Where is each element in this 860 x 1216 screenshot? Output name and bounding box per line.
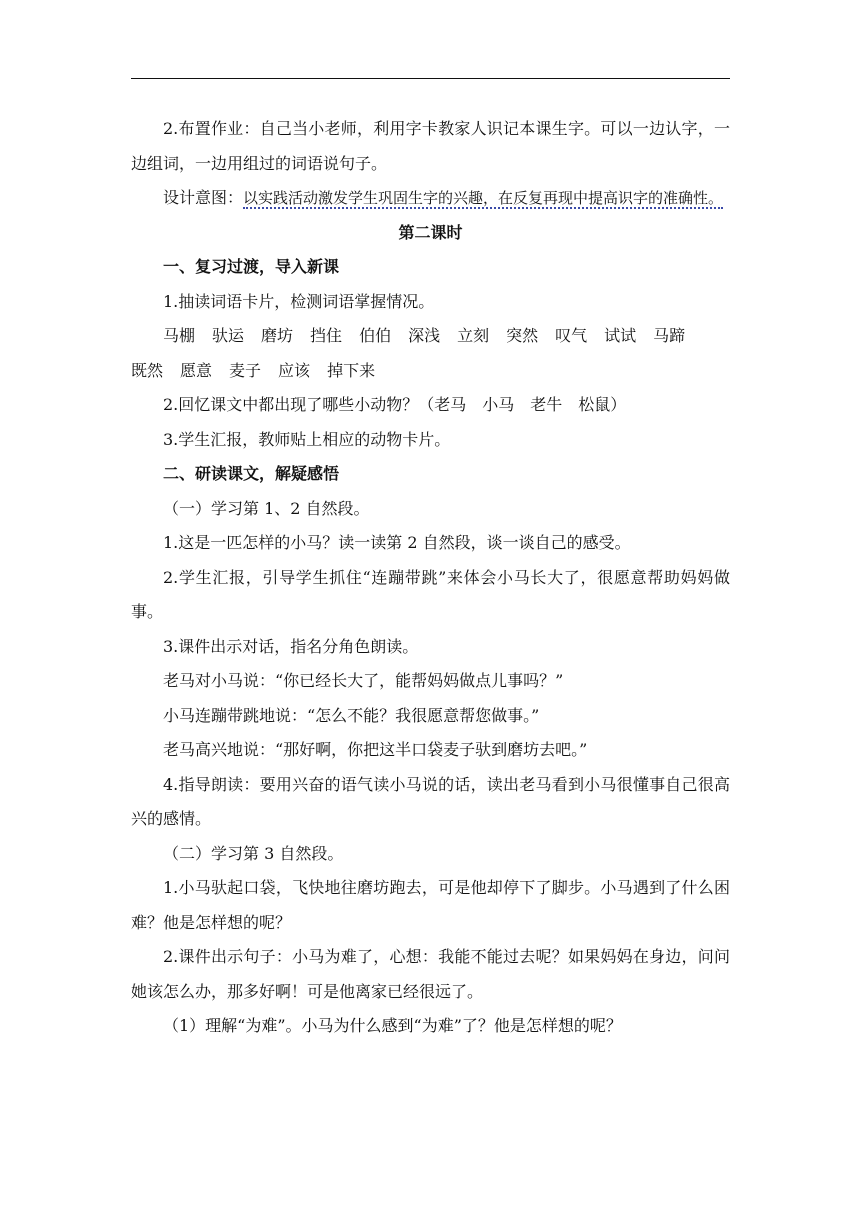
vocab-word: 磨坊 bbox=[261, 326, 294, 345]
vocab-word: 深浅 bbox=[408, 326, 441, 345]
design-intent-label: 设计意图： bbox=[163, 188, 244, 207]
lesson-title: 第二课时 bbox=[398, 222, 463, 242]
vocab-word: 愿意 bbox=[180, 360, 213, 380]
sub2-item-1: 1.小马驮起口袋，飞快地往磨坊跑去，可是他却停下了脚步。小马遇到了什么困难？他是怎样想的呢？ bbox=[131, 878, 730, 932]
section-title-review: 一、复习过渡，导入新课 bbox=[163, 257, 340, 276]
vocab-word: 挡住 bbox=[310, 326, 343, 345]
vocab-row-2 bbox=[131, 354, 730, 389]
vocab-word: 试试 bbox=[604, 326, 637, 345]
dialog-line-3: 老马高兴地说：“那好啊，你把这半口袋麦子驮到磨坊去吧。” bbox=[163, 740, 588, 759]
sub1-item-1: 1.这是一匹怎样的小马？读一读第 2 自然段，谈一谈自己的感受。 bbox=[163, 533, 631, 552]
vocab-word: 突然 bbox=[506, 326, 539, 345]
dialog-line-1: 老马对小马说：“你已经长大了，能帮妈妈做点儿事吗？” bbox=[163, 671, 564, 690]
subsection-1: （一）学习第 1、2 自然段。 bbox=[163, 498, 370, 518]
subsection-2: （二）学习第 3 自然段。 bbox=[163, 843, 344, 863]
header-rule bbox=[131, 78, 730, 79]
sub1-item-3: 3.课件出示对话，指名分角色朗读。 bbox=[163, 636, 419, 656]
vocab-word: 马棚 bbox=[163, 326, 196, 345]
review-item-2: 2.回忆课文中都出现了哪些小动物？（老马 小马 老牛 松鼠） bbox=[163, 395, 627, 414]
vocab-word: 立刻 bbox=[457, 326, 490, 345]
section-title-study: 二、研读课文，解疑感悟 bbox=[163, 464, 340, 483]
sub1-item-2: 2.学生汇报，引导学生抓住“连蹦带跳”来体会小马长大了，很愿意帮助妈妈做事。 bbox=[131, 567, 730, 621]
review-item-1: 1.抽读词语卡片，检测词语掌握情况。 bbox=[163, 291, 435, 311]
vocab-word: 驮运 bbox=[212, 326, 245, 345]
sub2-item-2: 2.课件出示句子：小马为难了，心想：我能不能过去呢？如果妈妈在身边，问问她该怎么办，那多好啊！可是他离家已经很远了。 bbox=[131, 947, 730, 1001]
vocab-word: 叹气 bbox=[555, 326, 588, 345]
sub2-item-3: （1）理解“为难”。小马为什么感到“为难”了？他是怎样想的呢？ bbox=[163, 1016, 622, 1035]
document-body bbox=[131, 112, 730, 1044]
dialog-line-2: 小马连蹦带跳地说：“怎么不能？我很愿意帮您做事。” bbox=[163, 705, 540, 725]
vocab-word: 既然 bbox=[131, 360, 164, 380]
review-item-3: 3.学生汇报，教师贴上相应的动物卡片。 bbox=[163, 429, 451, 449]
design-intent-text: 以实践活动激发学生巩固生字的兴趣，在反复再现中提高识字的准确性。 bbox=[243, 189, 724, 207]
vocab-word: 应该 bbox=[278, 360, 311, 380]
vocab-word: 伯伯 bbox=[359, 326, 392, 345]
vocab-word: 马蹄 bbox=[653, 326, 686, 345]
vocab-word: 麦子 bbox=[229, 360, 262, 380]
sub1-item-4: 4.指导朗读：要用兴奋的语气读小马说的话，读出老马看到小马很懂事自己很高兴的感情。 bbox=[131, 774, 730, 828]
vocab-row-1 bbox=[131, 319, 730, 354]
vocab-word: 掉下来 bbox=[327, 360, 376, 380]
design-intent bbox=[131, 181, 730, 216]
paragraph-homework: 2.布置作业：自己当小老师，利用字卡教家人识记本课生字。可以一边认字，一边组词，一边用组过的词语说句子。 bbox=[131, 119, 730, 173]
